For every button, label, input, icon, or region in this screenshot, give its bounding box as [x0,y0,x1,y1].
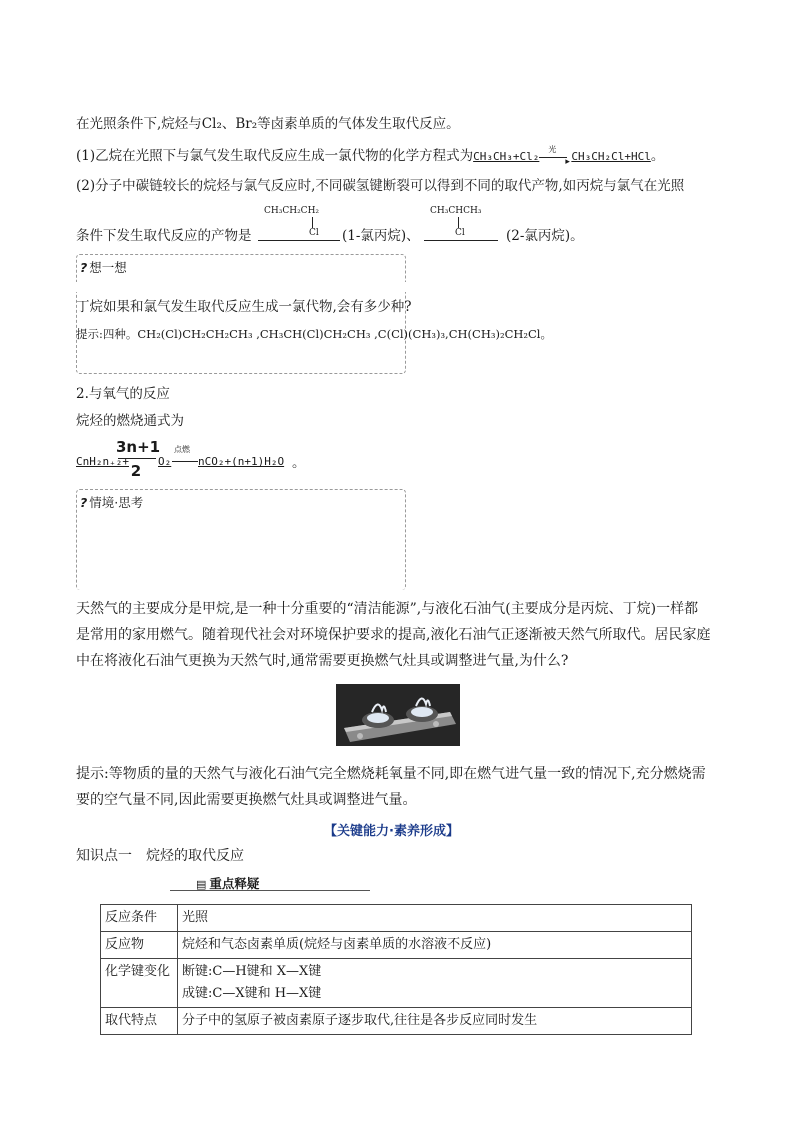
scenario-line-1: 天然气的主要成分是甲烷,是一种十分重要的“清洁能源”,与液化石油气(主要成分是丙烷、丁烷)一样都 [76,601,699,617]
struct-2-bond [458,217,459,228]
scenario-line-3: 中在将液化石油气更换为天然气时,通常需要更换燃气灶具或调整进气量,为什么? [76,653,569,669]
row-label: 反应条件 [101,905,178,932]
arrow-condition: 光 [548,144,557,154]
hint2-line-2: 要的空气量不同,因此需要更换燃气灶具或调整进气量。 [76,792,417,808]
ethane-eq-left: CH₃CH₃+Cl₂ [473,150,540,163]
row-label: 反应物 [101,932,178,959]
box-gap [76,282,406,292]
hint2-line-1: 提示:等物质的量的天然气与液化石油气完全燃烧耗氧量不同,即在燃气进气量一致的情况下,充分燃烧需 [76,766,706,782]
question-mark-icon: ? [80,260,88,275]
combustion-eq-left: CnH₂n₊₂+ [76,455,129,468]
section-2-subtitle: 烷烃的燃烧通式为 [76,413,184,429]
think-question: 丁烷如果和氯气发生取代反应生成一氯代物,会有多少种? [76,299,412,315]
row-value: 光照 [178,905,692,932]
arrow-line [539,157,567,158]
knowledge-point-title: 知识点一 烷烃的取代反应 [76,848,244,864]
arrow-head: ▸ [565,156,570,167]
substitution-table [100,904,692,1035]
scenario-box-title-text: 情境·思考 [89,495,144,510]
think-box-title [80,258,127,276]
row-value [178,959,692,1008]
item-2-line-2: 条件下发生取代反应的产物是 [76,228,252,244]
intro-paragraph: 在光照条件下,烷烃与Cl₂、Br₂等卤素单质的气体发生取代反应。 [76,116,460,132]
table-row [101,1008,692,1035]
bond-break: 断键:C—H键和 X—X键 [182,964,322,979]
think-hint: 提示:四种。CH₂(Cl)CH₂CH₂CH₃ ,CH₃CH(Cl)CH₂CH₃ ,C(Cl)(CH₃)₃,CH(CH₃)₂CH₂Cl。 [76,327,552,341]
combustion-o2: O₂ [158,455,172,468]
row-value: 分子中的氢原子被卤素原子逐步取代,往往是各步反应同时发生 [178,1008,692,1035]
row-label: 化学键变化 [101,959,178,1008]
ethane-eq-right: CH₃CH₂Cl+HCl [571,150,651,163]
name-2: (2-氯丙烷)。 [506,228,584,244]
combustion-end: 。 [292,455,306,471]
gas-stove-image [336,684,460,746]
row-value: 烷烃和气态卤素单质(烷烃与卤素单质的水溶液不反应) [178,932,692,959]
row-label: 取代特点 [101,1008,178,1035]
table-row [101,905,692,932]
table-row [101,959,692,1008]
scenario-box-title [80,493,143,511]
bond-form: 成键:C—X键和 H—X键 [182,986,322,1001]
item-1-end: 。 [650,148,665,164]
scenario-line-2: 是常用的家用燃气。随着现代社会对环境保护要求的提高,液化石油气正逐渐被天然气所取代。居民家庭 [76,627,711,643]
struct-1-cl: Cl [309,228,319,238]
struct-1-bond [312,217,313,228]
item-2-text: (2)分子中碳链较长的烷烃与氯气反应时,不同碳氢键断裂可以得到不同的取代产物,如丙烷与氯气在光照 [76,178,685,194]
combustion-arrow [172,461,198,462]
combustion-condition: 点燃 [174,445,190,454]
item-1-text [76,146,664,167]
focus-underline [170,890,370,891]
combustion-frac-den: 2 [130,462,142,480]
table-row [101,932,692,959]
blank-2 [424,240,498,241]
combustion-frac-num: 3n+1 [116,438,161,456]
key-ability-heading: 【关键能力·素养形成】 [324,824,459,839]
blank-1 [258,240,340,241]
name-1: (1-氯丙烷)、 [342,228,420,244]
gas-stove-illustration [336,684,460,746]
struct-1-top: CH₃CH₂CH₂ [264,206,320,216]
struct-2-cl: Cl [455,228,465,238]
think-box-title-text: 想一想 [89,260,127,275]
section-2-title: 2.与氧气的反应 [76,386,170,402]
focus-label-text: 重点释疑 [209,876,260,891]
item-1-lead: (1)乙烷在光照下与氯气发生取代反应生成一氯代物的化学方程式为 [76,148,474,164]
struct-2-top: CH₃CHCH₃ [430,206,482,216]
question-mark-icon: ? [80,495,88,510]
combustion-eq-right: nCO₂+(n+1)H₂O [198,455,285,468]
reaction-arrow [539,144,571,167]
frac-bar [118,458,156,459]
book-icon: ▤ [196,878,207,891]
